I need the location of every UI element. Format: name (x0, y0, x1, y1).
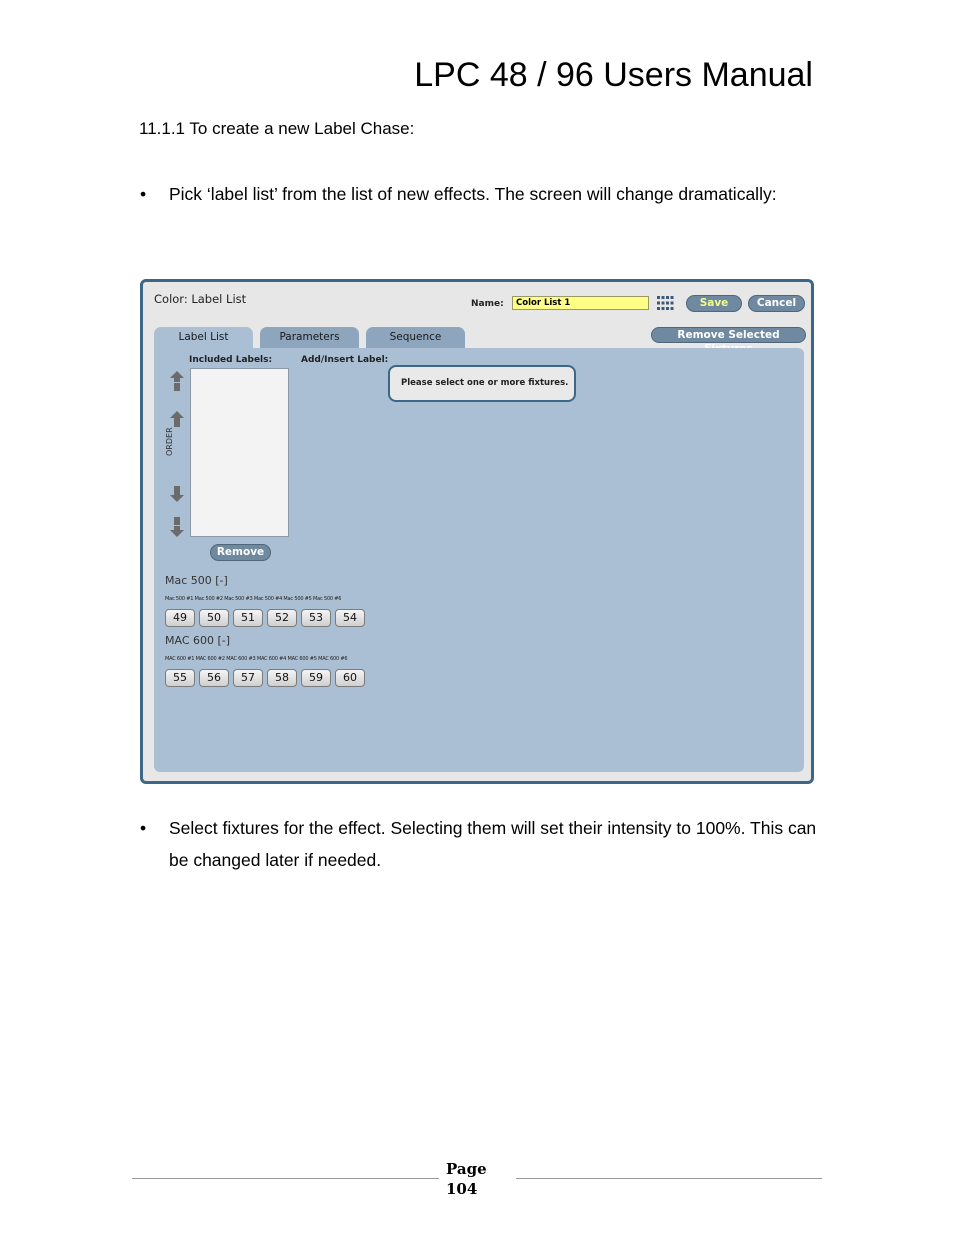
fixture-button[interactable]: 49 (165, 609, 195, 627)
tab-parameters[interactable]: Parameters (260, 327, 359, 348)
window-title: Color: Label List (154, 292, 247, 306)
fixture-button[interactable]: 57 (233, 669, 263, 687)
document-title: LPC 48 / 96 Users Manual (414, 56, 813, 94)
keyboard-grid-icon[interactable] (657, 296, 674, 310)
label-list-panel (154, 348, 804, 772)
page-number: 104 (446, 1180, 478, 1198)
footer-rule-left (132, 1178, 439, 1179)
name-label: Name: (471, 299, 504, 309)
bullet-symbol: • (140, 184, 147, 204)
fixture-names-mac-500: Mac 500 #1 Mac 500 #2 Mac 500 #3 Mac 500 #4 Mac 500 #5 Mac 500 #6 (165, 596, 342, 602)
fixture-names-mac-600: MAC 600 #1 MAC 600 #2 MAC 600 #3 MAC 600 #4 MAC 600 #5 MAC 600 #6 (165, 656, 348, 662)
bullet-text: Select fixtures for the effect. Selecting them will set their intensity to 100%. This can be changed later if needed. (169, 818, 817, 870)
included-labels-list[interactable] (190, 368, 289, 537)
fixture-button[interactable]: 50 (199, 609, 229, 627)
save-button[interactable]: Save (686, 295, 742, 312)
fixture-group-mac-500[interactable]: Mac 500 [-] (165, 574, 228, 587)
remove-selected-fixtures-button[interactable]: Remove Selected (651, 327, 806, 343)
move-down-icon[interactable] (170, 484, 184, 504)
fixture-button[interactable]: 60 (335, 669, 365, 687)
tab-sequence[interactable]: Sequence (366, 327, 465, 348)
section-heading: 11.1.1 To create a new Label Chase: (139, 119, 415, 138)
cancel-button[interactable]: Cancel (748, 295, 805, 312)
fixture-button[interactable]: 59 (301, 669, 331, 687)
name-input[interactable]: Color List 1 (512, 296, 649, 310)
bullet-item-pick-label-list (140, 178, 820, 210)
move-up-icon[interactable] (170, 409, 184, 429)
bullet-text: Pick ‘label list’ from the list of new effects. The screen will change dramatically: (169, 184, 777, 204)
fixture-button[interactable]: 58 (267, 669, 297, 687)
footer-rule-right (516, 1178, 822, 1179)
app-screenshot (140, 279, 814, 784)
move-to-bottom-icon[interactable] (170, 517, 184, 537)
select-fixtures-message: Please select one or more fixtures. (388, 365, 576, 402)
fixture-button[interactable]: 54 (335, 609, 365, 627)
tab-label-list[interactable]: Label List (154, 327, 253, 348)
fixture-button[interactable]: 52 (267, 609, 297, 627)
fixture-group-mac-600[interactable]: MAC 600 [-] (165, 634, 231, 647)
bullet-symbol: • (140, 818, 147, 838)
fixture-button[interactable]: 56 (199, 669, 229, 687)
bullet-item-select-fixtures (140, 812, 820, 876)
page-label: Page (446, 1160, 487, 1178)
fixture-button[interactable]: 53 (301, 609, 331, 627)
fixture-buttons-mac-500 (165, 609, 365, 627)
add-insert-label-label: Add/Insert Label: (301, 355, 389, 365)
fixture-button[interactable]: 51 (233, 609, 263, 627)
move-to-top-icon[interactable] (170, 371, 184, 391)
included-labels-label: Included Labels: (189, 355, 273, 365)
fixture-buttons-mac-600 (165, 669, 365, 687)
remove-button[interactable]: Remove (210, 544, 271, 561)
order-label: ORDER (165, 427, 174, 456)
fixture-button[interactable]: 55 (165, 669, 195, 687)
